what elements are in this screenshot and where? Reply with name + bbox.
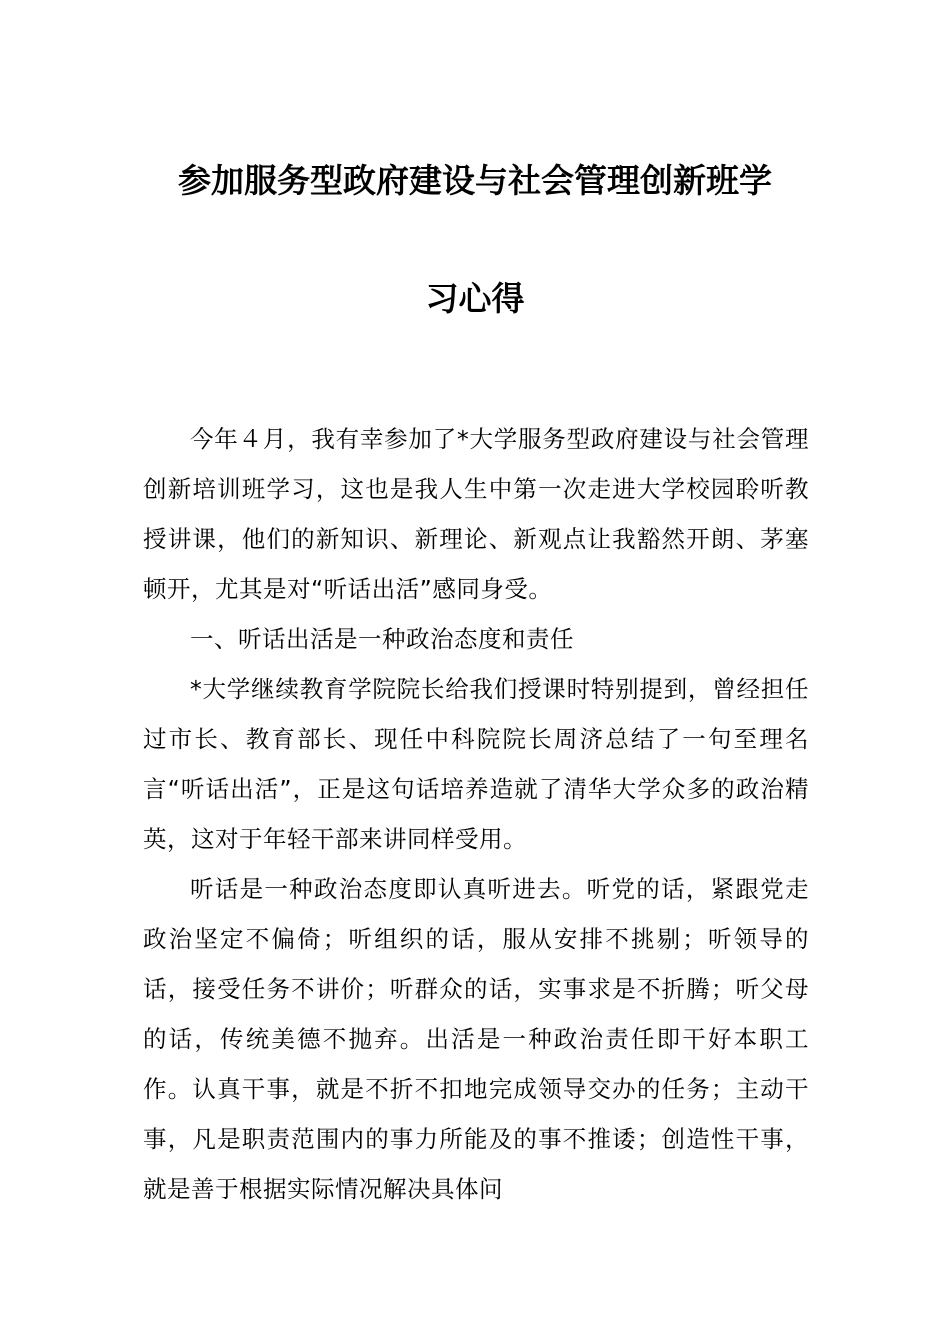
document-title-line-2: 习心得 (425, 279, 525, 318)
paragraph-intro: 今年４月，我有幸参加了*大学服务型政府建设与社会管理创新培训班学习，这也是我人生中第一次走进大学校园聆听教授讲课，他们的新知识、新理论、新观点让我豁然开朗、茅塞顿开，尤其是对“听话出活”感同身受。 (143, 425, 809, 603)
section-heading-1: 一、听话出活是一种政治态度和责任 (190, 625, 574, 653)
paragraph-quote: *大学继续教育学院院长给我们授课时特别提到，曾经担任过市长、教育部长、现任中科院院长周济总结了一句至理名言“听话出活”，正是这句话培养造就了清华大学众多的政治精英，这对于年轻干部来讲同样受用。 (143, 675, 809, 853)
document-body (143, 414, 809, 1214)
paragraph-listening: 听话是一种政治态度即认真听进去。听党的话，紧跟党走政治坚定不偏倚；听组织的话，服从安排不挑剔；听领导的话，接受任务不讲价；听群众的话，实事求是不折腾；听父母的话，传统美德不抛弃。出活是一种政治责任即干好本职工作。认真干事，就是不折不扣地完成领导交办的任务；主动干事，凡是职责范围内的事力所能及的事不推诿；创造性干事，就是善于根据实际情况解决具体问 (143, 875, 809, 1203)
document-title-line-1: 参加服务型政府建设与社会管理创新班学 (178, 161, 772, 200)
